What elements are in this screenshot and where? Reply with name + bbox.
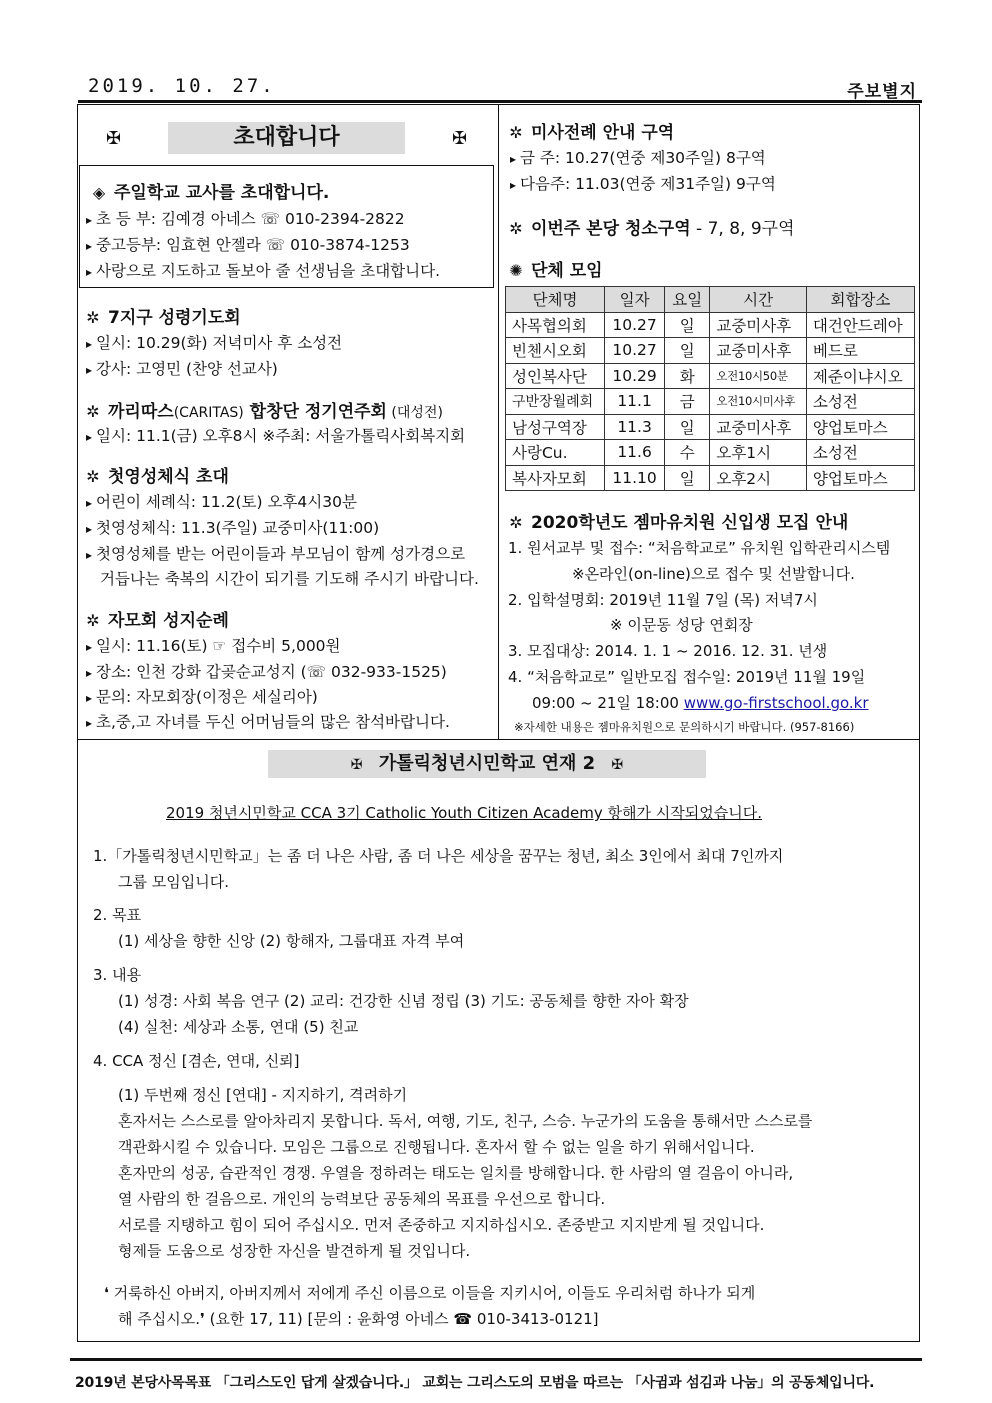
cell-place: 대건안드레아 [806, 312, 914, 338]
cell-day: 금 [665, 389, 710, 415]
cell-time: 오후2시 [710, 465, 807, 491]
cell-time: 교중미사후 [710, 312, 807, 338]
kindergarten-heading: ✲ 2020학년도 젬마유치원 신입생 모집 안내 [507, 508, 848, 533]
cell-place: 제준이냐시오 [806, 363, 914, 389]
cell-time: 교중미사후 [710, 414, 807, 440]
mass-line: ▸ 다음주: 11.03(연중 제31주일) 9구역 [510, 171, 776, 198]
communion-heading: ✲ 첫영성체식 초대 [84, 462, 229, 487]
series-paragraph: 열 사람의 한 걸음으로. 개인의 능력보단 공동체의 목표를 우선으로 합니다. [118, 1190, 606, 1208]
column-divider [498, 104, 499, 740]
series-paragraph: 2. 목표 [93, 906, 142, 924]
table-row [506, 363, 915, 389]
cell-date: 10.27 [604, 312, 664, 338]
kindergarten-line: 09:00 ~ 21일 18:00 www.go-firstschool.go.kr [532, 694, 869, 712]
series-paragraph: 그룹 모임입니다. [118, 873, 229, 891]
cross-icon: ✠ [350, 757, 363, 773]
cell-group: 남성구역장 [506, 414, 605, 440]
series-paragraph: (1) 세상을 향한 신앙 (2) 항해자, 그룹대표 자격 부여 [118, 932, 465, 950]
column-header: 요일 [665, 287, 710, 313]
cell-date: 10.27 [604, 338, 664, 364]
column-header: 일자 [604, 287, 664, 313]
table-row [506, 389, 915, 415]
cleaning-heading: ✲ 이번주 본당 청소구역 - 7, 8, 9구역 [507, 214, 795, 239]
diamond-icon: ◈ [92, 183, 106, 202]
cell-time: 오전10시50분 [710, 363, 807, 389]
cell-day: 화 [665, 363, 710, 389]
series-paragraph: 객관화시킬 수 있습니다. 모임은 그룹으로 진행됩니다. 혼자서 할 수 없는 일을 하기 위해서입니다. [118, 1138, 755, 1156]
pilgrimage-line: ▸ 초,중,고 자녀를 두신 어머님들의 많은 참석바랍니다. [86, 709, 450, 736]
pilgrimage-line: ▸ 문의: 자모회장(이정은 세실리아) [86, 684, 318, 711]
communion-line: 거듭나는 축복의 시간이 되기를 기도해 주시기 바랍니다. [100, 570, 479, 588]
prayer-line: ▸ 강사: 고영민 (찬양 선교사) [86, 356, 278, 383]
cell-group: 사목협의회 [506, 312, 605, 338]
series-paragraph: 형제들 도움으로 성장한 자신을 발견하게 될 것입니다. [118, 1242, 471, 1260]
kindergarten-line: 4. “처음학교로” 일반모집 접수일: 2019년 11월 19일 [508, 668, 866, 686]
header-rule [78, 100, 922, 103]
communion-line: ▸ 첫영성체를 받는 어린이들과 부모님이 함께 성가경으로 [86, 541, 465, 568]
registration-link[interactable]: www.go-firstschool.go.kr [683, 694, 869, 712]
table-row [506, 414, 915, 440]
series-paragraph: 서로를 지탱하고 힘이 되어 주십시오. 먼저 존중하고 지지하십시오. 존중받고 지지받게 될 것입니다. [118, 1216, 765, 1234]
column-header: 시간 [710, 287, 807, 313]
cell-place: 양업토마스 [806, 465, 914, 491]
series-paragraph: (1) 성경: 사회 복음 연구 (2) 교리: 건강한 신념 정립 (3) 기도: 공동체를 향한 자아 확장 [118, 992, 689, 1010]
kindergarten-line: ※ 이문동 성당 연회장 [610, 616, 753, 634]
cell-time: 교중미사후 [710, 338, 807, 364]
communion-line: ▸ 어린이 세례식: 11.2(토) 오후4시30분 [86, 489, 357, 516]
cell-group: 빈첸시오회 [506, 338, 605, 364]
cell-place: 베드로 [806, 338, 914, 364]
cell-place: 소성전 [806, 389, 914, 415]
cell-day: 일 [665, 338, 710, 364]
snowflake-icon: ✲ [86, 308, 100, 327]
issue-date: 2019. 10. 27. [88, 75, 276, 97]
cell-place: 소성전 [806, 440, 914, 466]
cell-day: 일 [665, 312, 710, 338]
invite-line: ▸ 사랑으로 지도하고 돌보아 줄 선생님을 초대합니다. [86, 258, 440, 285]
snowflake-icon: ✲ [509, 219, 523, 238]
cell-date: 11.3 [604, 414, 664, 440]
snowflake-icon: ✲ [86, 402, 100, 421]
cell-date: 11.6 [604, 440, 664, 466]
table-header-row [506, 287, 915, 313]
snowflake-icon: ✲ [86, 467, 100, 486]
kindergarten-line: ※온라인(on-line)으로 접수 및 선발합니다. [572, 565, 855, 583]
series-title-box: ✠ 가톨릭청년시민학교 연재 2 ✠ [268, 750, 706, 778]
pilgrimage-line: ▸ 장소: 인천 강화 갑곶순교성지 (☏ 032-933-1525) [86, 659, 447, 686]
kindergarten-line: 2. 입학설명회: 2019년 11월 7일 (목) 저녁7시 [508, 591, 818, 609]
table-row [506, 312, 915, 338]
series-paragraph: 4. CCA 정신 [겸손, 연대, 신뢰] [93, 1052, 300, 1070]
series-paragraph: 1.「가톨릭청년시민학교」는 좀 더 나은 사람, 좀 더 나은 세상을 꿈꾸는 청년, 최소 3인에서 최대 7인까지 [93, 847, 784, 865]
invite-line: ▸ 중고등부: 임효현 안젤라 ☏ 010-3874-1253 [86, 232, 410, 259]
series-paragraph: 혼자서는 스스로를 알아차리지 못합니다. 독서, 여행, 기도, 친구, 스승. 누군가의 도움을 통해서만 스스로를 [118, 1112, 813, 1130]
series-paragraph: 혼자만의 성공, 습관적인 경쟁. 우열을 정하려는 태도는 일치를 방해합니다. 한 사람의 열 걸음이 아니라, [118, 1164, 794, 1182]
cell-time: 오후1시 [710, 440, 807, 466]
caritas-heading: ✲ 까리따스(CARITAS) 합창단 정기연주회 (대성전) [84, 397, 443, 422]
kindergarten-line: 1. 원서교부 및 접수: “처음학교로” 유치원 입학관리시스템 [508, 539, 891, 557]
table-row [506, 440, 915, 466]
table-row [506, 338, 915, 364]
snowflake-icon: ✲ [509, 513, 523, 532]
communion-line: ▸ 첫영성체식: 11.3(주일) 교중미사(11:00) [86, 515, 379, 542]
cross-icon: ✠ [106, 128, 122, 149]
cell-place: 양업토마스 [806, 414, 914, 440]
cell-date: 11.10 [604, 465, 664, 491]
invite-title: 초대합니다 [168, 122, 405, 154]
cell-day: 수 [665, 440, 710, 466]
sparkle-icon: ✺ [509, 261, 523, 280]
cell-time: 오전10시미사후 [710, 389, 807, 415]
prayer-line: ▸ 일시: 10.29(화) 저녁미사 후 소성전 [86, 330, 342, 357]
kindergarten-line: 3. 모집대상: 2014. 1. 1 ~ 2016. 12. 31. 년생 [508, 642, 828, 660]
caritas-line: ▸ 일시: 11.1(금) 오후8시 ※주최: 서울가톨릭사회복지회 [86, 423, 465, 450]
cell-day: 일 [665, 465, 710, 491]
cell-date: 10.29 [604, 363, 664, 389]
kindergarten-note: ※자세한 내용은 젬마유치원으로 문의하시기 바랍니다. (957-8166) [514, 720, 855, 734]
cross-icon: ✠ [452, 128, 468, 149]
invite-line: ▸ 초 등 부: 김예경 아네스 ☏ 010-2394-2822 [86, 206, 405, 233]
snowflake-icon: ✲ [86, 611, 100, 630]
pastoral-motto: 2019년 본당사목목표 「그리스도인 답게 살겠습니다.」 교회는 그리스도의 모범을 따르는 「사귐과 섬김과 나눔」의 공동체입니다. [75, 1375, 875, 1391]
snowflake-icon: ✲ [509, 123, 523, 142]
teacher-invite-heading: ◈ 주일학교 교사를 초대합니다. [90, 178, 329, 203]
column-header: 회합장소 [806, 287, 914, 313]
series-paragraph: 3. 내용 [93, 966, 142, 984]
scripture-quote: 해 주십시오.❜ (요한 17, 11) [문의 : 윤화영 아네스 ☎ 010-3413-0121] [118, 1310, 599, 1328]
series-paragraph: (4) 실천: 세상과 소통, 연대 (5) 친교 [118, 1018, 359, 1036]
cell-group: 구반장월례회 [506, 389, 605, 415]
cell-group: 사랑Cu. [506, 440, 605, 466]
series-paragraph: (1) 두번째 정신 [연대] - 지지하기, 격려하기 [118, 1086, 408, 1104]
groups-heading: ✺ 단체 모임 [507, 256, 603, 281]
mass-heading: ✲ 미사전례 안내 구역 [507, 118, 674, 143]
pilgrimage-line: ▸ 일시: 11.16(토) ☞ 접수비 5,000원 [86, 633, 341, 660]
cell-group: 복사자모회 [506, 465, 605, 491]
footer-rule [70, 1358, 922, 1361]
series-subtitle: 2019 청년시민학교 CCA 3기 Catholic Youth Citizen Academy 항해가 시작되었습니다. [166, 804, 762, 822]
cell-group: 성인복사단 [506, 363, 605, 389]
cross-icon: ✠ [611, 757, 624, 773]
mass-line: ▸ 금 주: 10.27(연중 제30주일) 8구역 [510, 145, 766, 172]
table-row [506, 465, 915, 491]
supplement-title: 주보별지 [847, 82, 917, 102]
groups-table [505, 286, 915, 491]
pilgrimage-heading: ✲ 자모회 성지순례 [84, 606, 229, 631]
column-header: 단체명 [506, 287, 605, 313]
prayer-heading: ✲ 7지구 성령기도회 [84, 303, 241, 328]
cell-day: 일 [665, 414, 710, 440]
scripture-quote: ❛ 거룩하신 아버지, 아버지께서 저에게 주신 이름으로 이들을 지키시어, 이들도 우리처럼 하나가 되게 [104, 1284, 756, 1302]
cell-date: 11.1 [604, 389, 664, 415]
